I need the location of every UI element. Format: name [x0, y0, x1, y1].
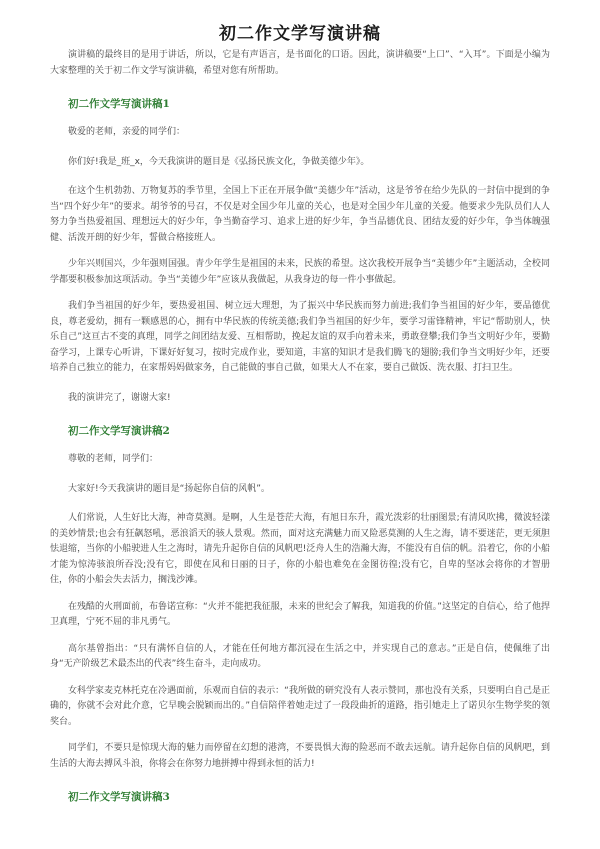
section-1-paragraph: 在这个生机勃勃、万物复苏的季节里，全国上下正在开展争做“美德少年”活动，这是爷爷在给少先队的一封信中提到的争当“四个好少年”的要求。胡爷爷的号召，不仅是对全国少年儿童的关心，也是对全国少年儿童的关爱。他要求少先队员们人人努力争当热爱祖国、理想远大的好少年，争当勤奋学习、追求上进的好少年，争当品德优良、团结友爱的好少年，争当体魄强健、活泼开朗的好少年，誓做合格接班人。 — [50, 186, 550, 243]
section-1-paragraph: 我们争当祖国的好少年，要热爱祖国、树立远大理想，为了振兴中华民族而努力前进;我们争当祖国的好少年，要品德优良，尊老爱幼，拥有一颗感恩的心，拥有中华民族的传统美德;我们争当祖国的好少年，要学习雷锋精神，牢记“帮助别人，快乐自己”这亘古不变的真理，同学之间团结友爱、互相帮助，挽起友谊的双手向着未来，勇敢登攀;我们争当文明好少年，要勤奋学习，上课专心听讲，下课好好复习，按时完成作业，要知道，丰富的知识才是我们腾飞的翅膀;我们争当文明好少年，还要培养自己独立的能力，在家帮妈妈做家务，自己能做的事自己做，如果大人不在家，要自己做饭、洗衣服、打扫卫生。 — [50, 301, 550, 373]
section-heading-3: 初二作文学写演讲稿3 — [68, 791, 170, 803]
section-2-paragraph: 同学们，不要只是惊现大海的魅力而停留在幻想的港湾，不要畏惧大海的险恶而不敢去远航。请升起你自信的风帆吧，到生活的大海去搏风斗浪，你将会在你努力地拼搏中得到永恒的活力! — [50, 743, 550, 769]
document-body — [50, 48, 550, 804]
intro-paragraph: 演讲稿的最终目的是用于讲话，所以，它是有声语言，是书面化的口语。因此，演讲稿要“上口”、“入耳”。下面是小编为大家整理的关于初二作文学写演讲稿，希望对您有所帮助。 — [50, 50, 550, 76]
section-2-paragraph: 高尔基曾指出：“只有满怀自信的人，才能在任何地方都沉浸在生活之中，并实现自己的意志。”正是自信，使佩维了出身“无产阶级艺术最杰出的代表”终生奋斗，走向成功。 — [50, 643, 550, 669]
section-1-closing: 我的演讲完了，谢谢大家! — [68, 392, 171, 403]
section-1-opening: 你们好!我是_班_x，今天我演讲的题目是《弘扬民族文化，争做美德少年》。 — [68, 156, 370, 167]
section-2-paragraph: 在残酷的火刑面前，布鲁诺宣称：“火并不能把我征服，未来的世纪会了解我，知道我的价值。”这坚定的自信心，给了他捍卫真理，宁死不屈的非凡勇气。 — [50, 601, 550, 627]
section-2-opening: 大家好!今天我演讲的题目是“扬起你自信的风帆”。 — [68, 483, 270, 494]
section-heading-1: 初二作文学写演讲稿1 — [68, 98, 170, 110]
section-1-paragraph: 少年兴则国兴，少年强则国强。青少年学生是祖国的未来，民族的希望。这次我校开展争当“美德少年”主题活动，全校同学都要积极参加这项活动。争当“美德少年”应该从我做起，从我身边的每一件小事做起。 — [50, 259, 550, 285]
section-1-greeting: 敬爱的老师，亲爱的同学们： — [68, 127, 186, 137]
section-heading-2: 初二作文学写演讲稿2 — [68, 425, 170, 437]
section-2-paragraph: 人们常说，人生好比大海，神奇莫测。是啊，人生是苍茫大海，有旭日东升，霞光泼彩的壮丽图景;有清风吹拂，微波轻漾的美妙情景;也会有狂飙怒吼，恶浪滔天的骇人景观。然而，面对这充满魅力而又险恶莫测的人生之海，请不要迷茫，更无须胆怯退缩，当你的小船驶进人生之海时，请先升起你自信的风帆吧!泛舟人生的浩瀚大海，不能没有自信的帆。沿着它，你的小船才能为惊涛骇浪所吞没;没有它，即使在风和日丽的日子，你的小船也难免在金图彷徨;没有它，自卑的坚冰会将你的才智册住，你的小船会失去活力，搁浅沙滩。 — [50, 513, 550, 585]
page-title: 初二作文学写演讲稿 — [219, 24, 381, 44]
section-2-greeting: 尊敬的老师，同学们： — [68, 454, 159, 464]
section-2-paragraph: 女科学家麦克林托克在冷遇面前，乐观而自信的表示：“我所做的研究没有人表示赞同，那也没有关系，只要明白自己是正确的，你就不会对此介意，它早晚会脱颖而出的。”自信陪伴着她走过了一段段曲折的道路，指引她走上了诺贝尔生物学奖的领奖台。 — [50, 685, 550, 727]
